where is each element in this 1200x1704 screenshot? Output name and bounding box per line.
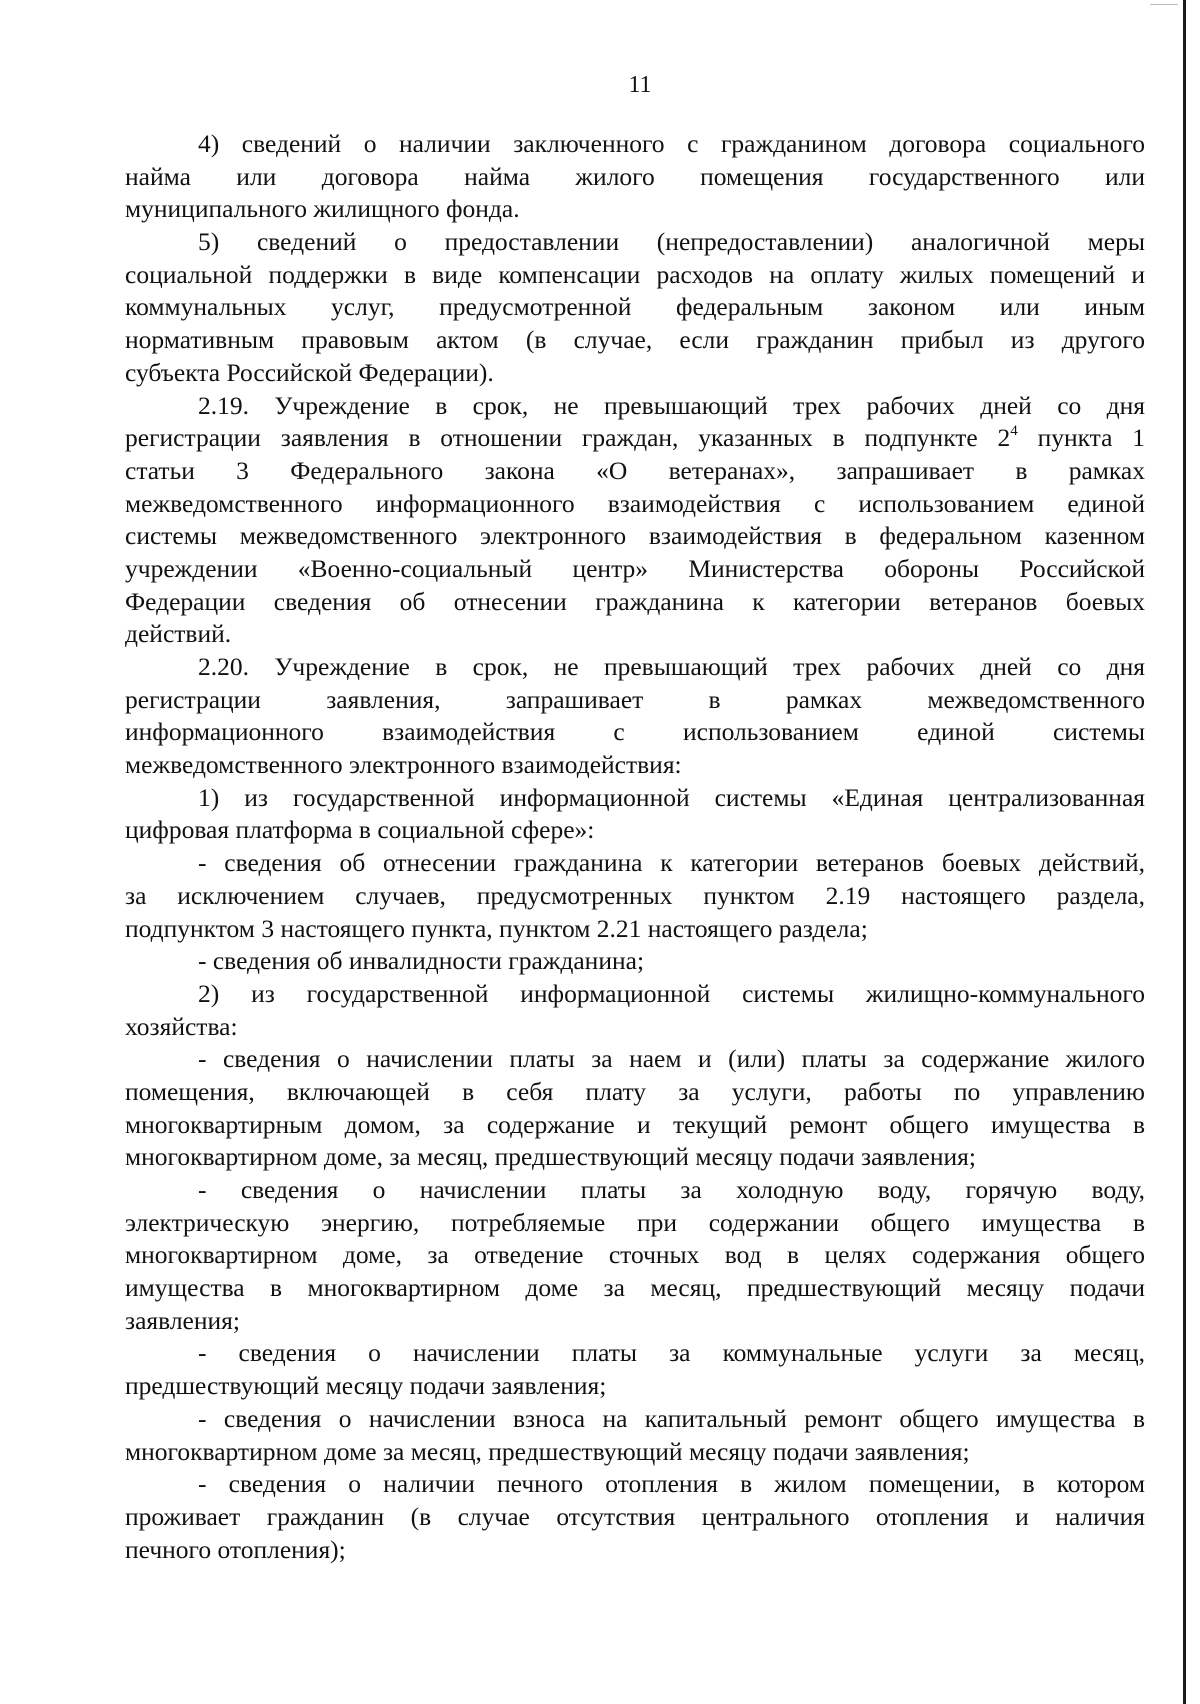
text-line-content: регистрации заявления в отношении граждан, указанных в подпункте 2	[125, 423, 1011, 453]
text-line	[125, 913, 1145, 946]
text-line-content: - сведения о начислении платы за коммунальные услуги за месяц,	[198, 1338, 1145, 1368]
scan-edge-line	[1183, 0, 1186, 1704]
text-line-content: учреждении «Военно-социальный центр» Министерства обороны Российской	[125, 553, 1145, 583]
text-line-content: нормативным правовым актом (в случае, если гражданин прибыл из другого	[125, 325, 1145, 355]
text-line-tail: пункта 1	[1017, 423, 1145, 453]
text-line	[125, 716, 1145, 749]
text-line	[125, 586, 1145, 619]
text-line	[125, 1501, 1145, 1534]
text-line	[125, 488, 1145, 521]
text-line-content: межведомственного электронного взаимодействия:	[125, 750, 682, 780]
text-line-content: информационного взаимодействия с использованием единой системы	[125, 717, 1145, 747]
text-line	[125, 324, 1145, 357]
text-line	[125, 390, 1145, 423]
page-number: 11	[628, 72, 652, 98]
text-line	[125, 945, 1145, 978]
text-line-content: муниципального жилищного фонда.	[125, 194, 520, 224]
text-line-content: печного отопления);	[125, 1534, 346, 1564]
document-body	[125, 128, 1145, 1566]
text-line	[125, 1305, 1145, 1338]
text-line-content: регистрации заявления, запрашивает в рамках межведомственного	[125, 684, 1145, 714]
text-line	[125, 291, 1145, 324]
text-line-content: 4) сведений о наличии заключенного с гражданином договора социального	[198, 129, 1145, 158]
text-line	[125, 193, 1145, 226]
text-line	[125, 1370, 1145, 1403]
text-line	[125, 618, 1145, 651]
superscript: 4	[1010, 423, 1018, 440]
text-line	[125, 357, 1145, 390]
text-line-content: помещения, включающей в себя плату за услуги, работы по управлению	[125, 1076, 1145, 1106]
text-line	[125, 128, 1145, 161]
text-line-content: хозяйства:	[125, 1011, 238, 1041]
text-line-content: найма или договора найма жилого помещения государственного или	[125, 161, 1145, 191]
text-line-content: имущества в многоквартирном доме за месяц, предшествующий месяцу подачи	[125, 1273, 1145, 1303]
text-line	[125, 1207, 1145, 1240]
text-line-content: подпунктом 3 настоящего пункта, пунктом 2.21 настоящего раздела;	[125, 913, 868, 943]
text-line-content: - сведения об инвалидности гражданина;	[198, 946, 645, 976]
text-line	[125, 520, 1145, 553]
text-line-content: 5) сведений о предоставлении (непредоставлении) аналогичной меры	[198, 227, 1145, 257]
text-line	[125, 1436, 1145, 1469]
text-line-content: многоквартирном доме, за месяц, предшествующий месяцу подачи заявления;	[125, 1142, 976, 1172]
text-line-content: 2.19. Учреждение в срок, не превышающий трех рабочих дней со дня	[198, 390, 1145, 420]
text-line	[125, 749, 1145, 782]
text-line-content: проживает гражданин (в случае отсутствия центрального отопления и наличия	[125, 1501, 1145, 1531]
text-line	[125, 422, 1145, 455]
text-line-content: - сведения о начислении платы за наем и (или) платы за содержание жилого	[198, 1044, 1145, 1074]
text-line	[125, 1076, 1145, 1109]
text-line-content: за исключением случаев, предусмотренных пунктом 2.19 настоящего раздела,	[125, 880, 1145, 910]
text-line-content: - сведения об отнесении гражданина к категории ветеранов боевых действий,	[198, 848, 1145, 878]
text-line	[125, 1174, 1145, 1207]
text-line	[125, 978, 1145, 1011]
text-line	[125, 1468, 1145, 1501]
text-line	[125, 782, 1145, 815]
text-line-content: статьи 3 Федерального закона «О ветеранах», запрашивает в рамках	[125, 455, 1145, 485]
text-line-content: 2.20. Учреждение в срок, не превышающий трех рабочих дней со дня	[198, 652, 1145, 681]
text-line-content: многоквартирном доме, за отведение сточных вод в целях содержания общего	[125, 1240, 1145, 1270]
text-line	[125, 1141, 1145, 1174]
text-line-content: - сведения о начислении платы за холодную воду, горячую воду,	[198, 1175, 1145, 1204]
text-line	[125, 161, 1145, 194]
text-line	[125, 553, 1145, 586]
text-line	[125, 1403, 1145, 1436]
text-line-content: 1) из государственной информационной системы «Единая централизованная	[198, 782, 1145, 812]
text-line-content: многоквартирным домом, за содержание и текущий ремонт общего имущества в	[125, 1109, 1145, 1139]
text-line-content: системы межведомственного электронного взаимодействия в федеральном казенном	[125, 521, 1145, 551]
text-line-content: предшествующий месяцу подачи заявления;	[125, 1371, 607, 1401]
text-line-content: заявления;	[125, 1305, 240, 1335]
text-line-content: межведомственного информационного взаимодействия с использованием единой	[125, 488, 1145, 518]
text-line	[125, 259, 1145, 292]
text-line	[125, 880, 1145, 913]
text-line	[125, 684, 1145, 717]
text-line-content: 2) из государственной информационной системы жилищно-коммунального	[198, 978, 1145, 1008]
text-line-content: - сведения о наличии печного отопления в жилом помещении, в котором	[198, 1469, 1145, 1499]
text-line-content: субъекта Российской Федерации).	[125, 357, 494, 387]
text-line	[125, 814, 1145, 847]
text-line	[125, 651, 1145, 684]
text-line	[125, 1109, 1145, 1142]
text-line-content: социальной поддержки в виде компенсации расходов на оплату жилых помещений и	[125, 259, 1145, 289]
text-line-content: - сведения о начислении взноса на капитальный ремонт общего имущества в	[198, 1403, 1145, 1433]
text-line	[125, 226, 1145, 259]
text-line	[125, 1043, 1145, 1076]
text-line-content: электрическую энергию, потребляемые при содержании общего имущества в	[125, 1207, 1145, 1237]
text-line	[125, 1011, 1145, 1044]
text-line-content: Федерации сведения об отнесении гражданина к категории ветеранов боевых	[125, 586, 1145, 616]
text-line-content: цифровая платформа в социальной сфере»:	[125, 815, 595, 845]
text-line	[125, 1239, 1145, 1272]
text-line	[125, 455, 1145, 488]
text-line	[125, 847, 1145, 880]
text-line-content: многоквартирном доме за месяц, предшествующий месяцу подачи заявления;	[125, 1436, 970, 1466]
text-line-content: коммунальных услуг, предусмотренной федеральным законом или иным	[125, 292, 1145, 322]
text-line	[125, 1337, 1145, 1370]
text-line	[125, 1534, 1145, 1567]
text-line-content: действий.	[125, 619, 232, 649]
text-line	[125, 1272, 1145, 1305]
scan-edge-mark	[1150, 4, 1178, 5]
